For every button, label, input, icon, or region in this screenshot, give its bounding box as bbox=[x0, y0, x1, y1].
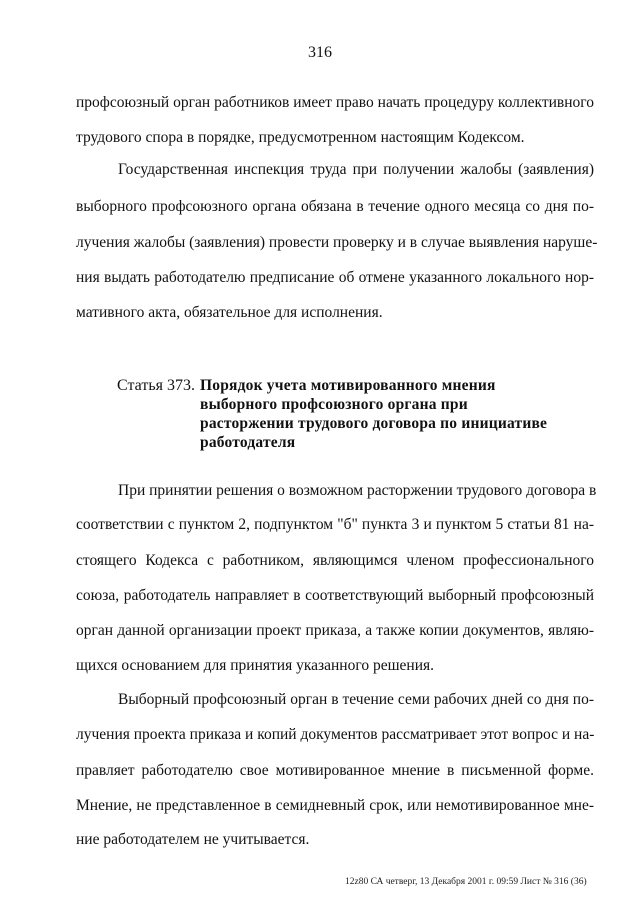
page-number: 316 bbox=[308, 44, 332, 61]
paragraph-line: союза, работодатель направляет в соответствующий выборный профсоюзный bbox=[76, 587, 594, 604]
paragraph-line: Государственная инспекция труда при получении жалобы (заявления) bbox=[118, 161, 594, 178]
paragraph-line: лучения жалобы (заявления) провести проверку и в случае выявления наруше- bbox=[76, 234, 598, 251]
paragraph-line: Выборный профсоюзный орган в течение семи рабочих дней со дня по- bbox=[118, 691, 594, 708]
paragraph-line: трудового спора в порядке, предусмотренном настоящим Кодексом. bbox=[76, 129, 525, 146]
article-title-line: Порядок учета мотивированного мнения bbox=[200, 377, 496, 394]
paragraph-line: мативного акта, обязательное для исполнения. bbox=[76, 304, 383, 321]
article-title-line: выборного профсоюзного органа при bbox=[200, 396, 468, 413]
article-title-line: расторжении трудового договора по инициативе bbox=[200, 415, 548, 432]
article-label: Статья 373. bbox=[117, 377, 195, 394]
paragraph-line: При принятии решения о возможном расторжении трудового договора в bbox=[118, 482, 597, 499]
paragraph-line: лучения проекта приказа и копий документов рассматривает этот вопрос и на- bbox=[76, 726, 595, 743]
paragraph-line: соответствии с пунктом 2, подпунктом "б" пункта 3 и пунктом 5 статьи 81 на- bbox=[76, 516, 594, 533]
article-title-line: работодателя bbox=[200, 434, 296, 451]
paragraph-line: правляет работодателю свое мотивированное мнение в письменной форме. bbox=[76, 762, 594, 779]
paragraph-line: Мнение, не представленное в семидневный срок, или немотивированное мне- bbox=[76, 797, 594, 814]
paragraph-line: профсоюзный орган работников имеет право начать процедуру коллективного bbox=[76, 94, 594, 111]
paragraph-line: ние работодателем не учитывается. bbox=[76, 831, 310, 848]
paragraph-line: орган данной организации проект приказа, а также копии документов, являю- bbox=[76, 622, 594, 639]
paragraph-line: ния выдать работодателю предписание об отмене указанного локального нор- bbox=[76, 269, 594, 286]
page-footer: 12z80 СА четверг, 13 Декабря 2001 г. 09:59 Лист № 316 (36) bbox=[345, 877, 587, 887]
paragraph-line: стоящего Кодекса с работником, являющимся членом профессионального bbox=[76, 552, 594, 569]
paragraph-line: щихся основанием для принятия указанного решения. bbox=[76, 657, 434, 674]
paragraph-line: выборного профсоюзного органа обязана в течение одного месяца со дня по- bbox=[76, 198, 594, 215]
